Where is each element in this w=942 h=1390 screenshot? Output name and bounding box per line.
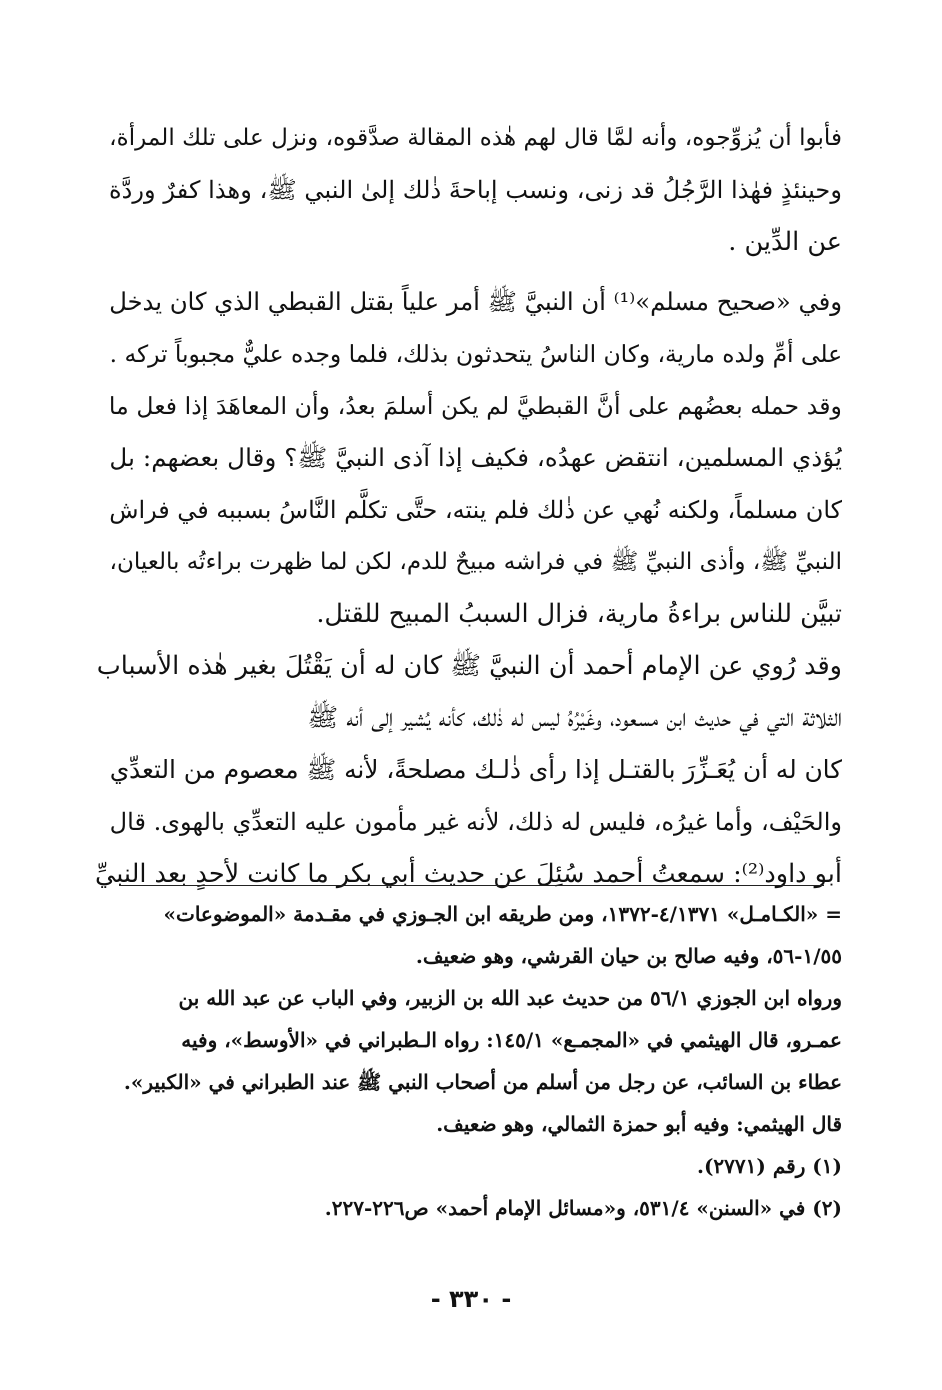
page-number: - ٣٣٠ - [430,1285,512,1313]
text-line: وفي «صحيح مسلم»⁽¹⁾ أن النبيَّ ﷺ أمر علياً بقتل القبطي الذي كان يدخل [109,287,842,316]
footnote-line: = «الكـامـل» ٤/١٣٧١-١٣٧٢، ومن طريقه ابن الجـوزي في مقـدمة «الموضوعات» [163,902,842,926]
main-text [94,112,842,900]
text-line: وقد رُوي عن الإمام أحمد أن النبيَّ ﷺ كان له أن يَقْتُلَ بغير هٰذه الأسباب [96,651,842,681]
paragraph-3 [94,640,842,900]
footnote-line: ورواه ابن الجوزي ٥٦/١ من حديث عبد الله بن الزبير، وفي الباب عن عبد الله بن [178,986,842,1010]
text-line: تبيَّن للناس براءةُ مارية، فزال السببُ المبيح للقتل. [316,599,842,629]
text-line: عن الدِّين . [728,227,842,257]
text-line: الثلاثة التي في حديث ابن مسعود، وغَيْرُهُ ليس له ذٰلك، كأنه يُشير إلى أنه ﷺ [307,703,842,733]
text-line: يُؤذي المسلمين، انتقض عهدُه، فكيف إذا آذى النبيَّ ﷺ؟ وقال بعضهم: بل [109,443,842,472]
text-line: كان له أن يُعَـزِّرَ بالقتـل إذا رأى ذٰلـك مصلحةً، لأنه ﷺ معصوم من التعدِّي [109,755,842,784]
text-line: النبيِّ ﷺ، وأذى النبيِّ ﷺ في فراشه مبيحٌ للدم، لكن لما ظهرت براءتُه بالعيان، [109,549,842,575]
paragraph-1 [94,112,842,268]
footnotes [104,893,842,1229]
footnote-line: عطاء بن السائب، عن رجل من أسلم من أصحاب النبي ﷺ عند الطبراني في «الكبير». [123,1070,842,1094]
footnote-1: (١) رقم (٢٧٧١). [696,1154,842,1178]
text-line: وحينئذٍ فهٰذا الرَّجُلُ قد زنى، ونسب إباحةَ ذٰلك إلىٰ النبي ﷺ، وهذا كفرٌ وردَّة [108,176,842,204]
paragraph-2 [94,276,842,640]
text-line: والحَيْف، وأما غيرُه، فليس له ذلك، لأنه غير مأمون عليه التعدِّي بالهوى. قال [109,808,842,836]
footnote-2: (٢) في «السنن» ٥٣١/٤، و«مسائل الإمام أحمد» ص٢٢٦-٢٢٧. [324,1196,842,1220]
text-line: فأبوا أن يُزوِّجوه، وأنه لمَّا قال لهم هٰذه المقالة صدَّقوه، ونزل على تلك المرأة، [109,125,842,151]
footnote-line: ١/٥٥-٥٦، وفيه صالح بن حيان القرشي، وهو ضعيف. [415,944,842,968]
text-line: على أمِّ ولده مارية، وكان الناسُ يتحدثون بذلك، فلما وجده عليٌّ مجبوباً تركه . [109,340,842,368]
text-line: كان مسلماً، ولكنه نُهي عن ذٰلك فلم ينته، حتَّى تكلَّم النَّاسُ بسببه في فراش [109,496,842,524]
footnote-line: قال الهيثمي: وفيه أبو حمزة الثمالي، وهو ضعيف. [436,1112,842,1136]
text-line: أبو داود⁽²⁾: سمعتُ أحمد سُئِلَ عن حديث أبي بكر ما كانت لأحدٍ بعد النبيِّ [94,859,842,889]
text-line: وقد حمله بعضُهم على أنَّ القبطيَّ لم يكن أسلمَ بعدُ، وأن المعاهَدَ إذا فعل ما [108,392,842,420]
footnote-line: عمـرو، قال الهيثمي في «المجمـع» ١٤٥/١: رواه الـطبراني في «الأوسط»، وفيه [181,1028,842,1052]
footnote-divider [119,885,824,886]
